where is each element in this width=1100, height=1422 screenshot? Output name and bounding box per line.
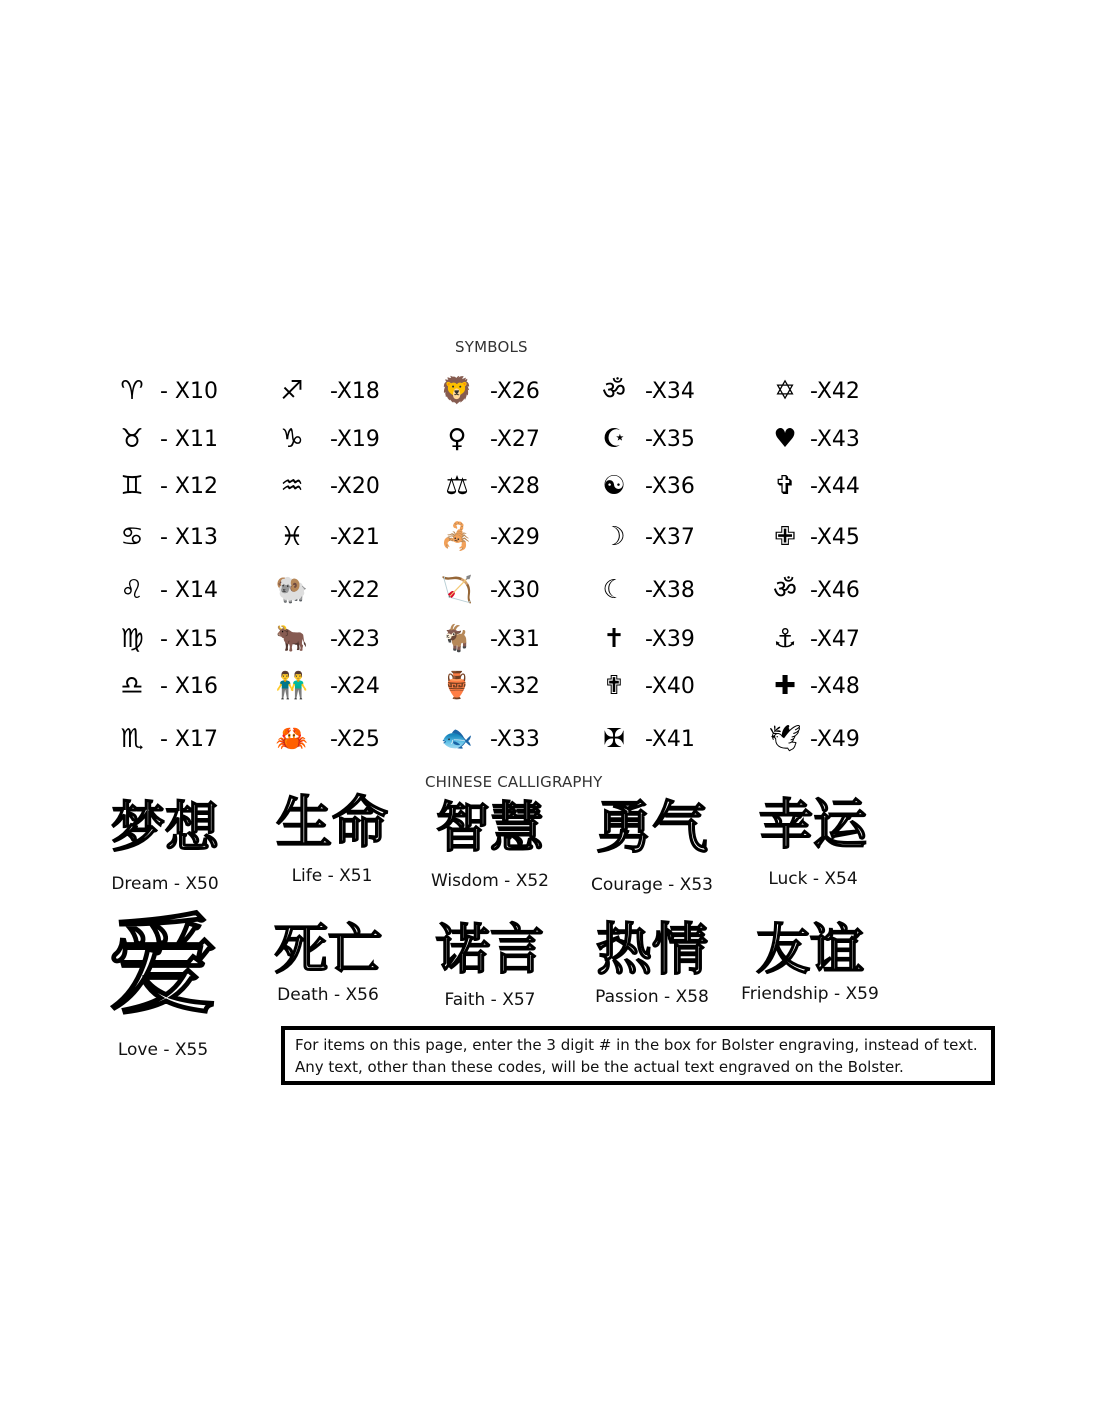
symbol-code: -X46 [810, 578, 860, 603]
symbol-code: -X32 [490, 674, 540, 699]
calligraphy-characters: 友谊 [756, 917, 864, 981]
waxing-moon-icon: ☽ [602, 522, 626, 552]
symbol-code: - X11 [160, 427, 218, 452]
symbol-code: -X31 [490, 627, 540, 652]
taurus-icon: ♉ [120, 424, 144, 454]
calligraphy-characters: 智慧 [436, 795, 544, 859]
scales-icon: ⚖ [445, 471, 469, 501]
goat-icon: 🐐 [440, 624, 474, 654]
symbol-code: - X16 [160, 674, 218, 699]
engraving-notice-box [281, 1026, 995, 1085]
virgo-icon: ♍ [120, 624, 144, 654]
calligraphy-characters: 勇气 [596, 795, 708, 861]
maltese-cross-icon: ✠ [603, 724, 625, 754]
notice-line-2: Any text, other than these codes, will be the actual text engraved on the Bolster. [295, 1058, 904, 1076]
symbol-code: -X20 [330, 474, 380, 499]
anchor-cross-icon: ⚓ [773, 624, 797, 654]
calligraphy-characters: 热情 [596, 917, 708, 983]
chinese-calligraphy-heading: CHINESE CALLIGRAPHY [425, 773, 603, 791]
twins-icon: 👬 [275, 671, 309, 701]
symbol-code: -X29 [490, 525, 540, 550]
calligraphy-label: Life - X51 [291, 866, 373, 886]
symbol-code: -X21 [330, 525, 380, 550]
notice-line-1: For items on this page, enter the 3 digit # in the box for Bolster engraving, instead of text. [295, 1036, 978, 1054]
yin-yang-icon: ☯ [602, 471, 626, 501]
symbol-code: -X37 [645, 525, 695, 550]
symbol-code: -X30 [490, 578, 540, 603]
symbol-code: -X42 [810, 379, 860, 404]
cancer-icon: ♋ [120, 522, 144, 552]
symbol-code: - X12 [160, 474, 218, 499]
symbol-code: -X26 [490, 379, 540, 404]
symbol-code: -X49 [810, 727, 860, 752]
outlined-cross-icon: ✞ [774, 471, 796, 501]
aquarius-icon: ♒ [280, 471, 304, 501]
archer-icon: 🏹 [440, 575, 474, 605]
symbol-code: -X38 [645, 578, 695, 603]
symbol-code: -X24 [330, 674, 380, 699]
bull-icon: 🐂 [275, 624, 309, 654]
symbol-code: -X22 [330, 578, 380, 603]
calligraphy-label: Dream - X50 [111, 874, 219, 894]
symbol-code: -X44 [810, 474, 860, 499]
heart-icon: ♥ [773, 424, 797, 454]
calligraphy-label: Faith - X57 [444, 990, 536, 1010]
symbol-code: -X45 [810, 525, 860, 550]
lion-icon: 🦁 [440, 376, 474, 406]
symbol-code: -X47 [810, 627, 860, 652]
calligraphy-label: Love - X55 [117, 1040, 209, 1060]
celtic-cross-icon: ✙ [774, 522, 796, 552]
om-icon: ॐ [602, 376, 626, 406]
ram-icon: 🐏 [275, 575, 309, 605]
latin-cross-icon: ✝ [603, 624, 625, 654]
calligraphy-label: Passion - X58 [595, 987, 709, 1007]
symbol-code: - X13 [160, 525, 218, 550]
calligraphy-characters: 爱 [108, 903, 218, 1029]
symbol-code: -X39 [645, 627, 695, 652]
aries-icon: ♈ [120, 376, 144, 406]
calligraphy-label: Luck - X54 [768, 869, 858, 889]
symbol-code: -X19 [330, 427, 380, 452]
symbol-code: -X48 [810, 674, 860, 699]
symbol-code: -X28 [490, 474, 540, 499]
scorpio-icon: ♏ [120, 724, 144, 754]
capricorn-icon: ♑ [280, 424, 304, 454]
calligraphy-characters: 梦想 [111, 795, 219, 859]
waning-moon-icon: ☾ [602, 575, 626, 605]
calligraphy-characters: 诺言 [436, 917, 544, 981]
dove-icon: 🕊 [768, 724, 802, 754]
libra-icon: ♎ [120, 671, 144, 701]
calligraphy-label: Wisdom - X52 [431, 871, 549, 891]
pisces-icon: ♓ [280, 522, 304, 552]
calligraphy-label: Courage - X53 [591, 875, 713, 895]
symbol-code: - X17 [160, 727, 218, 752]
symbol-code: -X43 [810, 427, 860, 452]
bold-cross-icon: ✚ [774, 671, 796, 701]
symbol-code: -X23 [330, 627, 380, 652]
om-small-icon: ॐ [773, 575, 797, 605]
symbol-code: -X27 [490, 427, 540, 452]
calligraphy-characters: 生命 [276, 790, 388, 856]
calligraphy-characters: 幸运 [759, 792, 867, 856]
symbol-code: -X25 [330, 727, 380, 752]
symbol-code: - X15 [160, 627, 218, 652]
gemini-icon: ♊ [120, 471, 144, 501]
star-of-david-icon: ✡ [774, 376, 796, 406]
maiden-icon: ♀ [447, 424, 467, 454]
symbol-code: -X34 [645, 379, 695, 404]
calligraphy-label: Death - X56 [277, 985, 379, 1005]
symbol-code: - X10 [160, 379, 218, 404]
symbol-code: -X33 [490, 727, 540, 752]
water-bearer-icon: 🏺 [440, 671, 474, 701]
symbol-code: -X18 [330, 379, 380, 404]
symbol-code: -X35 [645, 427, 695, 452]
symbol-code: -X40 [645, 674, 695, 699]
symbols-heading: SYMBOLS [455, 338, 528, 356]
calligraphy-label: Friendship - X59 [741, 984, 879, 1004]
crescent-star-icon: ☪ [602, 424, 626, 454]
orthodox-cross-icon: ✟ [603, 671, 625, 701]
scorpion-icon: 🦂 [440, 522, 474, 552]
crab-icon: 🦀 [275, 724, 309, 754]
fish-icon: 🐟 [440, 724, 474, 754]
sagittarius-icon: ♐ [280, 376, 304, 406]
symbol-code: - X14 [160, 578, 218, 603]
leo-icon: ♌ [120, 575, 144, 605]
calligraphy-characters: 死亡 [274, 917, 382, 981]
symbol-code: -X36 [645, 474, 695, 499]
symbol-code: -X41 [645, 727, 695, 752]
